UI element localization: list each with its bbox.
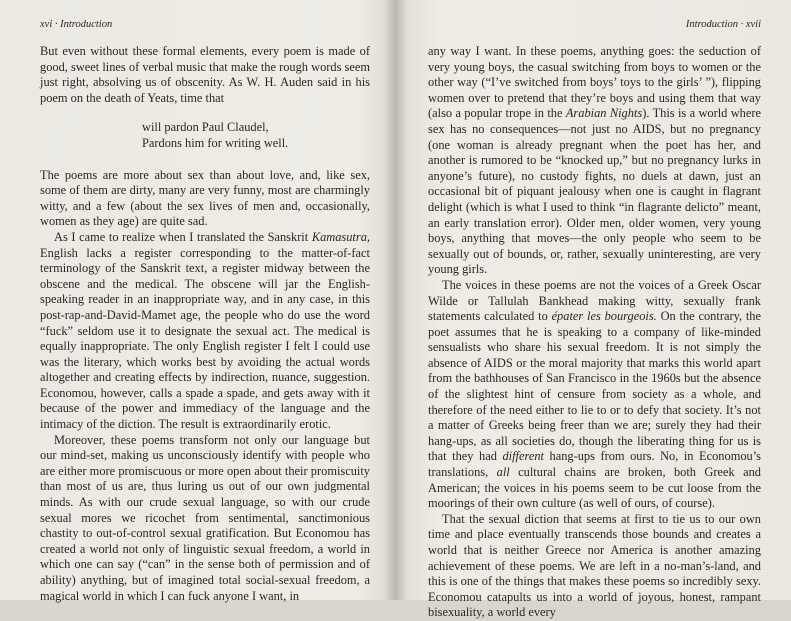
paragraph: As I came to realize when I translated the Sanskrit Kamasutra, English lacks a register corresponding to the matter-of-fact terminology of the Sanskrit text, a register midway between the obscene and the medical. The obscene will jar the English-speaking reader in an inappropriate way, and in any case, in this post-rap-and-David-Mamet age, the people who do use the word “fuck” seldom use it to designate the sexual act. The medical is equally inappropriate. The only English register I felt I could use was the literary, which works best by avoiding the actual words altogether and creating effects by indirection, nuance, suggestion. Economou, however, calls a spade a spade, and gets away with it because of the power and immediacy of the language and the intimacy of the diction. The result is extraordinarily erotic. [40, 229, 370, 432]
left-page [0, 0, 392, 603]
running-head-left: xvi · Introduction [40, 19, 113, 30]
block-quote [40, 120, 370, 151]
right-page [398, 0, 791, 620]
quote-line: Pardons him for writing well. [142, 135, 289, 150]
left-page-text [40, 44, 370, 604]
paragraph: Moreover, these poems transform not only our language but our mind-set, making us unconsciously identify with people who are either more promiscuous or more open about their promiscuity than most of us are, thus luring us out of our own judgmental minds. As with our crude sexual language, so with our crude sexual mores we ricochet from sentimental, sanctimonious chastity to out-of-control sexual gratification. But Economou has created a world not only of linguistic sexual freedom, a world in which one can say (“can” in the sense both of permission and of ability) anything, but of imagined total social-sexual freedom, a magical world in which I can fuck anyone I want, in [40, 432, 370, 603]
right-page-text [428, 44, 761, 621]
paragraph: The poems are more about sex than about love, and, like sex, some of them are dirty, many are very funny, most are charmingly witty, and a few (about the sex lives of men and, occasionally, women as they age) are quite sad. [40, 167, 370, 229]
quote-line: will pardon Paul Claudel, [142, 120, 269, 135]
paragraph: any way I want. In these poems, anything goes: the seduction of very young boys, the casual switching from boys to women or the other way (“I’ve switched from boys’ toys to the girls’ ”), flipping women over to pretend that they’re boys and using them that way (also a popular trope in the Arabian Nights). This is a world where sex has no consequences—not just no AIDS, but no pregnancy (one woman is already pregnant when the poet has her, and another is rumored to be “knocked up,” but no pregnancy lurks in anyone’s future), no custody fights, no duels at dawn, just an occasional bit of piquant jealousy when one is caught in flagrant delight (which is what I used to think “in flagrante delicto” meant, an early translation error). Older men, older women, very young boys, anything that moves—the only people who seem to be sexually out of bounds, or, rather, sexually uninteresting, are very young girls. [428, 44, 761, 277]
paragraph: But even without these formal elements, every poem is made of good, sweet lines of verbal music that make the rough words seem just right, absolving us of obscenity. As W. H. Auden said in his poem on the death of Yeats, time that [40, 44, 370, 105]
paragraph: The voices in these poems are not the voices of a Greek Oscar Wilde or Tallulah Bankhead making witty, sexually frank statements calculated to épater les bourgeois. On the contrary, the poet assumes that he is speaking to a company of like-minded sensualists who share his sexual freedom. It is not simply the absence of AIDS or the moral majority that marks this world apart from the bathhouses of San Francisco in the 1960s but the absence of the slightest hint of censure from society as a whole, and therefore of the need either to lie to or to defy that society. It’s not a matter of Greeks being freer than we are; surely they had their hang-ups, as all societies do, though the liberating thing for us is that they had different hang-ups from ours. No, in Economou’s translations, all cultural chains are broken, both Greek and American; the voices in his poems seem to be cut loose from the moorings of their own culture (as well of ours, of course). [428, 277, 762, 511]
running-head-right: Introduction · xvii [685, 19, 761, 30]
paragraph: That the sexual diction that seems at first to tie us to our own time and place eventually transcends those bounds and creates a world that is neither Greece nor America is another amazing achievement of these poems. We are left in a no-man’s-land, and this is one of the things that makes these poems so incredibly sexy. Economou catapults us into a world of joyous, honest, rampant bisexuality, a world every [428, 511, 761, 620]
